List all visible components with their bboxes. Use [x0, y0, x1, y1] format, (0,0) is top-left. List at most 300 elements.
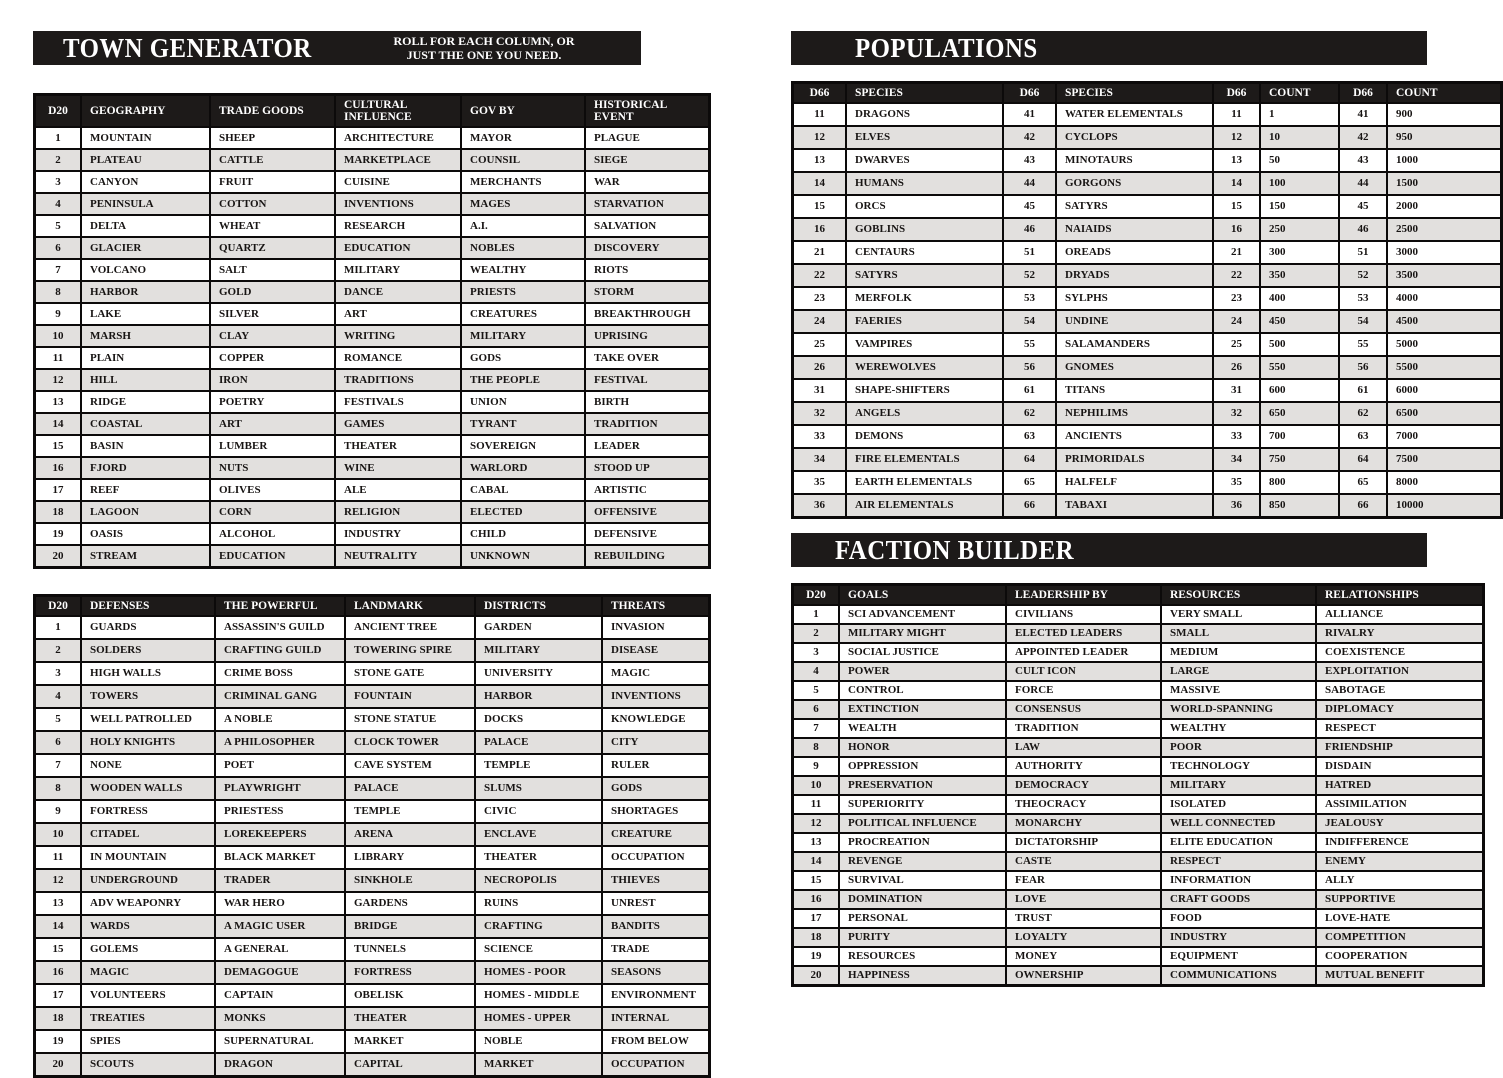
table-cell: SIEGE — [585, 149, 710, 171]
table-cell: PENINSULA — [81, 193, 210, 215]
table-cell: CENTAURS — [846, 241, 1003, 264]
table-cell: 21 — [793, 241, 847, 264]
table-cell: COPPER — [210, 347, 335, 369]
table-row — [35, 347, 710, 369]
table-cell: STARVATION — [585, 193, 710, 215]
table-cell: ART — [210, 413, 335, 435]
table-cell: ELITE EDUCATION — [1161, 833, 1316, 852]
table-cell: SALAMANDERS — [1056, 333, 1213, 356]
table-cell: 2 — [35, 639, 82, 662]
table-cell: WELL PATROLLED — [81, 708, 215, 731]
table-cell: SCI ADVANCEMENT — [839, 605, 1006, 624]
table-cell: DOCKS — [475, 708, 602, 731]
table-cell: 300 — [1260, 241, 1339, 264]
table-cell: SEASONS — [602, 961, 710, 984]
table-cell: TOWERS — [81, 685, 215, 708]
table-row — [793, 643, 1484, 662]
table-row — [793, 662, 1484, 681]
table-cell: CIVIC — [475, 800, 602, 823]
table-cell: TUNNELS — [345, 938, 475, 961]
table-cell: MERCHANTS — [461, 171, 585, 193]
table-cell: 34 — [1213, 448, 1260, 471]
table-cell: 350 — [1260, 264, 1339, 287]
header-row — [793, 585, 1484, 606]
table-cell: 44 — [1339, 172, 1387, 195]
table-cell: FESTIVAL — [585, 369, 710, 391]
table-cell: 3 — [35, 662, 82, 685]
table-cell: 6000 — [1387, 379, 1502, 402]
table-cell: TOWERING SPIRE — [345, 639, 475, 662]
table-cell: 25 — [1213, 333, 1260, 356]
table-cell: 2000 — [1387, 195, 1502, 218]
table-row — [793, 264, 1502, 287]
table-cell: 16 — [793, 890, 840, 909]
table-cell: CAPTAIN — [215, 984, 345, 1007]
table-cell: BANDITS — [602, 915, 710, 938]
table-cell: FRUIT — [210, 171, 335, 193]
table-cell: OCCUPATION — [602, 846, 710, 869]
table-cell: DISCOVERY — [585, 237, 710, 259]
table-cell: 9 — [35, 303, 82, 325]
table-row — [35, 800, 710, 823]
table-cell: 13 — [793, 833, 840, 852]
table-cell: COOPERATION — [1316, 947, 1484, 966]
table-cell: 45 — [1003, 195, 1056, 218]
table-cell: 10 — [35, 823, 82, 846]
table-cell: IRON — [210, 369, 335, 391]
faction-builder-header-bar — [791, 533, 1427, 567]
table-cell: ASSIMILATION — [1316, 795, 1484, 814]
table-cell: 1 — [793, 605, 840, 624]
table-cell: JEALOUSY — [1316, 814, 1484, 833]
table-cell: RELIGION — [335, 501, 461, 523]
table-cell: TRADITION — [1006, 719, 1161, 738]
table-cell: COMMUNICATIONS — [1161, 966, 1316, 986]
table-cell: INDIFFERENCE — [1316, 833, 1484, 852]
table-cell: GOLD — [210, 281, 335, 303]
table-row — [35, 237, 710, 259]
table-cell: 12 — [35, 869, 82, 892]
table-cell: 3000 — [1387, 241, 1502, 264]
table-cell: 51 — [1003, 241, 1056, 264]
table-cell: SOLDERS — [81, 639, 215, 662]
column-header: SPECIES — [846, 83, 1003, 104]
table-cell: OASIS — [81, 523, 210, 545]
table-cell: 56 — [1003, 356, 1056, 379]
table-cell: CITADEL — [81, 823, 215, 846]
table-row — [793, 448, 1502, 471]
table-cell: 100 — [1260, 172, 1339, 195]
table-row — [35, 823, 710, 846]
table-row — [35, 171, 710, 193]
table-cell: SILVER — [210, 303, 335, 325]
table-row — [35, 938, 710, 961]
table-row — [793, 719, 1484, 738]
table-cell: 11 — [35, 347, 82, 369]
table-cell: CREATURES — [461, 303, 585, 325]
table-cell: 22 — [1213, 264, 1260, 287]
table-cell: SATYRS — [846, 264, 1003, 287]
table-cell: 62 — [1003, 402, 1056, 425]
column-header: COUNT — [1387, 83, 1502, 104]
table-row — [35, 639, 710, 662]
table-cell: 2 — [35, 149, 82, 171]
table-cell: 2 — [793, 624, 840, 643]
table-cell: 7500 — [1387, 448, 1502, 471]
populations-title: POPULATIONS — [855, 32, 1038, 63]
table-cell: PROCREATION — [839, 833, 1006, 852]
column-header: D66 — [1003, 83, 1056, 104]
table-cell: 9 — [793, 757, 840, 776]
table-cell: HIGH WALLS — [81, 662, 215, 685]
table-cell: FOUNTAIN — [345, 685, 475, 708]
table-cell: RULER — [602, 754, 710, 777]
table-row — [35, 457, 710, 479]
table-cell: DEMONS — [846, 425, 1003, 448]
table-cell: WEALTH — [839, 719, 1006, 738]
table-cell: 25 — [793, 333, 847, 356]
table-cell: 55 — [1339, 333, 1387, 356]
table-cell: HALFELF — [1056, 471, 1213, 494]
table-cell: 23 — [1213, 287, 1260, 310]
table-cell: 4500 — [1387, 310, 1502, 333]
table-cell: BRIDGE — [345, 915, 475, 938]
table-cell: FORTRESS — [345, 961, 475, 984]
table-cell: ARCHITECTURE — [335, 127, 461, 149]
town-generator-table — [33, 93, 711, 569]
table-cell: NECROPOLIS — [475, 869, 602, 892]
table-cell: 7 — [793, 719, 840, 738]
table-cell: 13 — [1213, 149, 1260, 172]
table-cell: TRADITIONS — [335, 369, 461, 391]
table-cell: CIVILIANS — [1006, 605, 1161, 624]
table-cell: MARKET — [475, 1053, 602, 1077]
table-cell: PLATEAU — [81, 149, 210, 171]
table-cell: 36 — [1213, 494, 1260, 518]
header-row — [35, 596, 710, 617]
table-cell: OLIVES — [210, 479, 335, 501]
town-defenses-table — [33, 594, 711, 1078]
table-cell: 46 — [1339, 218, 1387, 241]
table-row — [793, 172, 1502, 195]
table-cell: TRADE — [602, 938, 710, 961]
table-cell: 33 — [1213, 425, 1260, 448]
table-cell: 11 — [1213, 103, 1260, 126]
table-cell: GOBLINS — [846, 218, 1003, 241]
table-cell: 18 — [35, 501, 82, 523]
table-cell: POLITICAL INFLUENCE — [839, 814, 1006, 833]
table-cell: SLUMS — [475, 777, 602, 800]
table-cell: FJORD — [81, 457, 210, 479]
table-cell: 42 — [1339, 126, 1387, 149]
table-row — [35, 915, 710, 938]
table-cell: CABAL — [461, 479, 585, 501]
table-cell: DRYADS — [1056, 264, 1213, 287]
table-cell: MARKET — [345, 1030, 475, 1053]
table-cell: CULT ICON — [1006, 662, 1161, 681]
table-cell: BIRTH — [585, 391, 710, 413]
table-cell: PRIESTESS — [215, 800, 345, 823]
table-cell: SHAPE-SHIFTERS — [846, 379, 1003, 402]
table-row — [35, 662, 710, 685]
table-cell: 1000 — [1387, 149, 1502, 172]
table-cell: 46 — [1003, 218, 1056, 241]
column-header: HISTORICAL EVENT — [585, 95, 710, 128]
table-cell: 12 — [793, 814, 840, 833]
table-row — [793, 852, 1484, 871]
table-cell: ANCIENTS — [1056, 425, 1213, 448]
table-cell: A GENERAL — [215, 938, 345, 961]
table-cell: 43 — [1339, 149, 1387, 172]
table-cell: 1500 — [1387, 172, 1502, 195]
table-cell: CUISINE — [335, 171, 461, 193]
table-row — [793, 402, 1502, 425]
table-cell: 32 — [793, 402, 847, 425]
table-cell: MONEY — [1006, 947, 1161, 966]
table-cell: A.I. — [461, 215, 585, 237]
table-cell: APPOINTED LEADER — [1006, 643, 1161, 662]
table-cell: 35 — [793, 471, 847, 494]
table-cell: SUPERIORITY — [839, 795, 1006, 814]
table-cell: TREATIES — [81, 1007, 215, 1030]
table-cell: HONOR — [839, 738, 1006, 757]
table-cell: WHEAT — [210, 215, 335, 237]
table-cell: OPPRESSION — [839, 757, 1006, 776]
table-cell: CAPITAL — [345, 1053, 475, 1077]
table-cell: GORGONS — [1056, 172, 1213, 195]
table-row — [35, 215, 710, 237]
table-cell: 400 — [1260, 287, 1339, 310]
table-cell: SCOUTS — [81, 1053, 215, 1077]
table-cell: LAKE — [81, 303, 210, 325]
table-cell: TECHNOLOGY — [1161, 757, 1316, 776]
table-cell: TABAXI — [1056, 494, 1213, 518]
table-cell: 45 — [1339, 195, 1387, 218]
table-cell: RIDGE — [81, 391, 210, 413]
table-cell: 19 — [793, 947, 840, 966]
table-cell: REVENGE — [839, 852, 1006, 871]
table-cell: 42 — [1003, 126, 1056, 149]
table-cell: MONARCHY — [1006, 814, 1161, 833]
table-cell: TITANS — [1056, 379, 1213, 402]
table-cell: LOYALTY — [1006, 928, 1161, 947]
table-cell: SURVIVAL — [839, 871, 1006, 890]
table-cell: 15 — [1213, 195, 1260, 218]
table-cell: MAGIC — [81, 961, 215, 984]
table-row — [35, 1007, 710, 1030]
town-generator-subtitle: ROLL FOR EACH COLUMN, OR JUST THE ONE YOU NEED. — [393, 33, 575, 62]
table-cell: SMALL — [1161, 624, 1316, 643]
table-row — [35, 777, 710, 800]
table-cell: LARGE — [1161, 662, 1316, 681]
table-row — [793, 126, 1502, 149]
table-cell: MILITARY — [1161, 776, 1316, 795]
table-cell: DEMOCRACY — [1006, 776, 1161, 795]
table-row — [35, 127, 710, 149]
table-cell: 34 — [793, 448, 847, 471]
table-cell: WARLORD — [461, 457, 585, 479]
table-cell: 14 — [35, 413, 82, 435]
table-cell: CONTROL — [839, 681, 1006, 700]
table-cell: GODS — [461, 347, 585, 369]
table-cell: RIVALRY — [1316, 624, 1484, 643]
table-cell: SOCIAL JUSTICE — [839, 643, 1006, 662]
table-cell: BLACK MARKET — [215, 846, 345, 869]
table-cell: DISDAIN — [1316, 757, 1484, 776]
table-cell: HAPPINESS — [839, 966, 1006, 986]
table-cell: THEATER — [345, 1007, 475, 1030]
table-cell: 17 — [35, 984, 82, 1007]
town-generator-header-bar — [33, 31, 641, 65]
table-row — [35, 501, 710, 523]
table-row — [793, 757, 1484, 776]
table-row — [793, 241, 1502, 264]
table-cell: TRADER — [215, 869, 345, 892]
table-cell: LAW — [1006, 738, 1161, 757]
table-cell: 19 — [35, 523, 82, 545]
table-cell: KNOWLEDGE — [602, 708, 710, 731]
table-cell: MAGES — [461, 193, 585, 215]
table-cell: 15 — [35, 938, 82, 961]
table-cell: 950 — [1387, 126, 1502, 149]
table-cell: 650 — [1260, 402, 1339, 425]
table-cell: TRADITION — [585, 413, 710, 435]
table-cell: RESOURCES — [839, 947, 1006, 966]
table-cell: OWNERSHIP — [1006, 966, 1161, 986]
table-cell: ART — [335, 303, 461, 325]
table-row — [35, 685, 710, 708]
table-cell: MASSIVE — [1161, 681, 1316, 700]
table-cell: 6 — [35, 731, 82, 754]
table-cell: ANGELS — [846, 402, 1003, 425]
table-cell: BASIN — [81, 435, 210, 457]
table-cell: PLAIN — [81, 347, 210, 369]
table-cell: 26 — [793, 356, 847, 379]
table-cell: WORLD-SPANNING — [1161, 700, 1316, 719]
column-header: D66 — [793, 83, 847, 104]
table-cell: A PHILOSOPHER — [215, 731, 345, 754]
table-cell: 9 — [35, 800, 82, 823]
table-cell: OFFENSIVE — [585, 501, 710, 523]
table-cell: MARKETPLACE — [335, 149, 461, 171]
table-cell: CRAFTING GUILD — [215, 639, 345, 662]
table-cell: INFORMATION — [1161, 871, 1316, 890]
table-cell: THEATER — [475, 846, 602, 869]
table-cell: 21 — [1213, 241, 1260, 264]
table-cell: ORCS — [846, 195, 1003, 218]
table-cell: CLOCK TOWER — [345, 731, 475, 754]
table-cell: EQUIPMENT — [1161, 947, 1316, 966]
table-cell: INVENTIONS — [602, 685, 710, 708]
table-cell: FESTIVALS — [335, 391, 461, 413]
table-cell: SATYRS — [1056, 195, 1213, 218]
table-row — [793, 871, 1484, 890]
populations-header-bar — [791, 31, 1427, 65]
column-header: COUNT — [1260, 83, 1339, 104]
table-cell: 53 — [1339, 287, 1387, 310]
table-cell: DELTA — [81, 215, 210, 237]
table-cell: RESPECT — [1316, 719, 1484, 738]
table-cell: A NOBLE — [215, 708, 345, 731]
column-header: LEADERSHIP BY — [1006, 585, 1161, 606]
table-cell: 8000 — [1387, 471, 1502, 494]
table-cell: DRAGONS — [846, 103, 1003, 126]
table-cell: WINE — [335, 457, 461, 479]
table-cell: EDUCATION — [210, 545, 335, 568]
table-cell: MINOTAURS — [1056, 149, 1213, 172]
table-cell: 6 — [35, 237, 82, 259]
table-row — [793, 103, 1502, 126]
table-cell: AUTHORITY — [1006, 757, 1161, 776]
table-cell: 12 — [35, 369, 82, 391]
table-cell: 65 — [1003, 471, 1056, 494]
populations-table — [791, 81, 1503, 519]
table-row — [35, 391, 710, 413]
table-cell: PLAYWRIGHT — [215, 777, 345, 800]
table-cell: 54 — [1003, 310, 1056, 333]
table-cell: RIOTS — [585, 259, 710, 281]
table-cell: 3 — [793, 643, 840, 662]
table-cell: DEFENSIVE — [585, 523, 710, 545]
table-row — [35, 846, 710, 869]
table-cell: POET — [215, 754, 345, 777]
table-cell: MERFOLK — [846, 287, 1003, 310]
table-cell: SALVATION — [585, 215, 710, 237]
table-row — [793, 310, 1502, 333]
table-cell: MARSH — [81, 325, 210, 347]
table-row — [793, 738, 1484, 757]
table-cell: TYRANT — [461, 413, 585, 435]
table-cell: 500 — [1260, 333, 1339, 356]
table-row — [793, 909, 1484, 928]
table-cell: SCIENCE — [475, 938, 602, 961]
table-cell: MEDIUM — [1161, 643, 1316, 662]
table-cell: 22 — [793, 264, 847, 287]
table-cell: 6500 — [1387, 402, 1502, 425]
table-cell: SUPPORTIVE — [1316, 890, 1484, 909]
table-cell: NOBLE — [475, 1030, 602, 1053]
table-cell: WEREWOLVES — [846, 356, 1003, 379]
table-cell: THEATER — [335, 435, 461, 457]
table-cell: 24 — [793, 310, 847, 333]
table-cell: 5 — [35, 708, 82, 731]
table-cell: PRESERVATION — [839, 776, 1006, 795]
table-cell: SUPERNATURAL — [215, 1030, 345, 1053]
table-cell: 50 — [1260, 149, 1339, 172]
table-row — [35, 479, 710, 501]
table-cell: FRIENDSHIP — [1316, 738, 1484, 757]
column-header: DISTRICTS — [475, 596, 602, 617]
table-cell: INVASION — [602, 616, 710, 639]
table-cell: 10000 — [1387, 494, 1502, 518]
table-cell: GARDENS — [345, 892, 475, 915]
table-cell: 16 — [35, 961, 82, 984]
table-cell: 41 — [1339, 103, 1387, 126]
table-cell: IN MOUNTAIN — [81, 846, 215, 869]
table-cell: POOR — [1161, 738, 1316, 757]
table-cell: 4000 — [1387, 287, 1502, 310]
table-cell: ENCLAVE — [475, 823, 602, 846]
table-cell: 5 — [793, 681, 840, 700]
table-cell: CONSENSUS — [1006, 700, 1161, 719]
table-row — [35, 892, 710, 915]
table-cell: PALACE — [345, 777, 475, 800]
table-cell: PRIESTS — [461, 281, 585, 303]
table-cell: 43 — [1003, 149, 1056, 172]
table-cell: 26 — [1213, 356, 1260, 379]
table-cell: THE PEOPLE — [461, 369, 585, 391]
table-cell: ALLIANCE — [1316, 605, 1484, 624]
